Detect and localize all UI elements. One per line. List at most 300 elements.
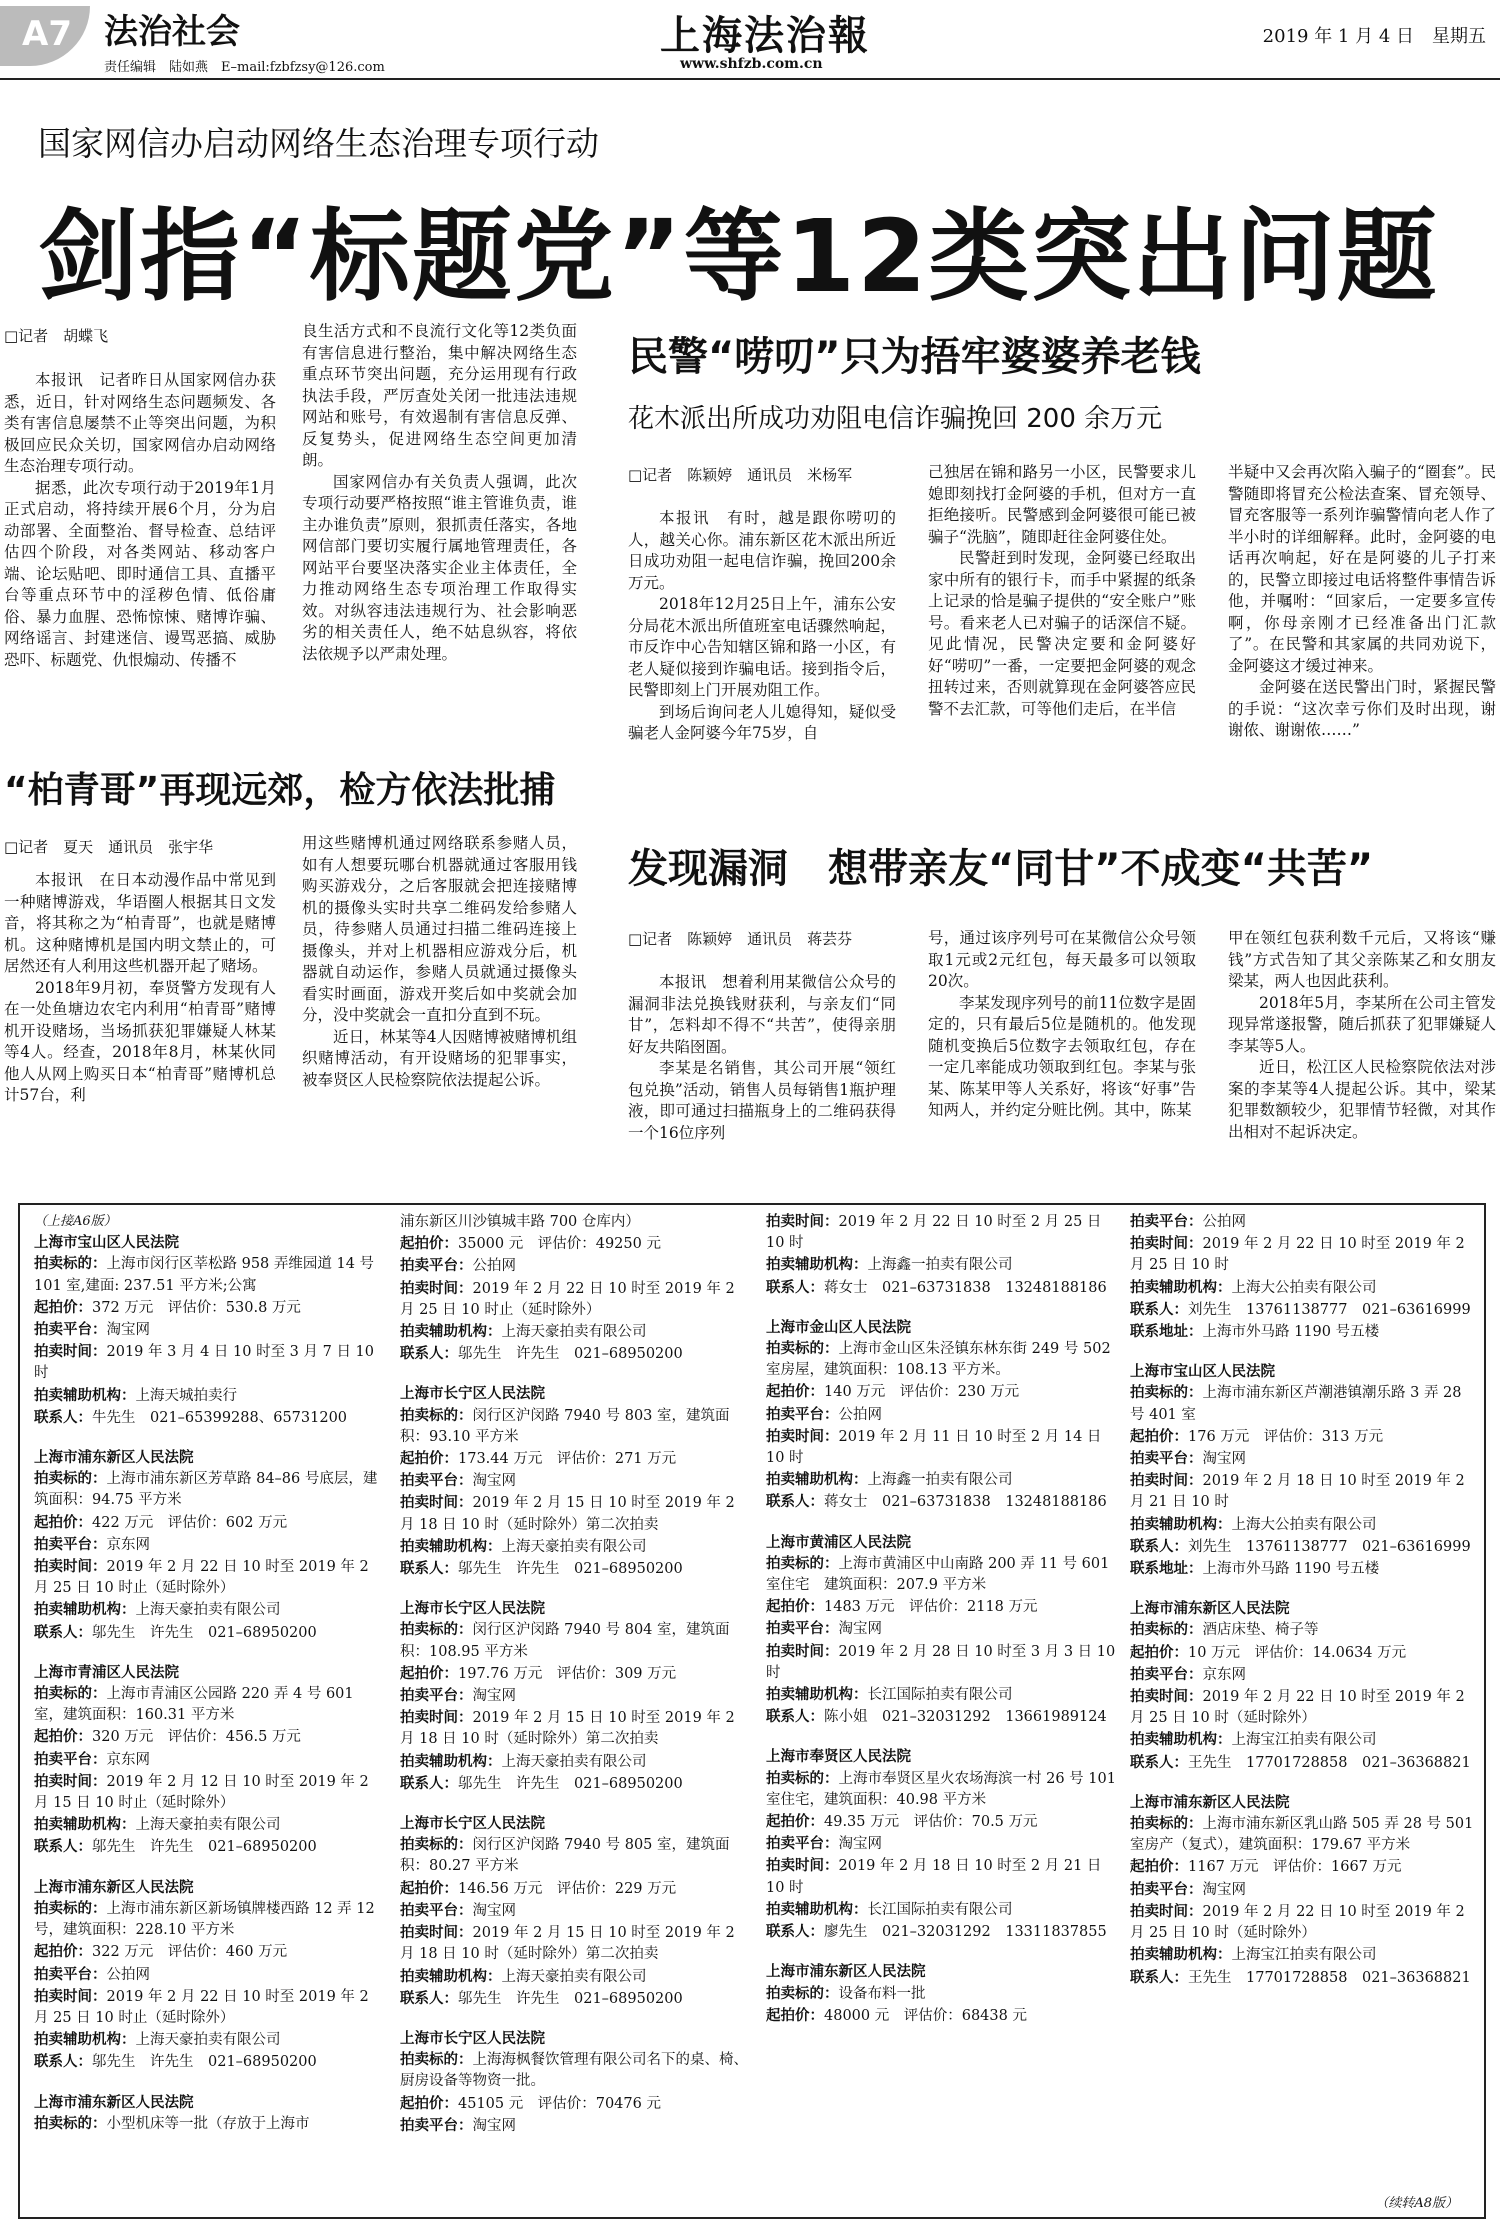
field-value: 王先生 17701728858 021–36368821: [1188, 1969, 1471, 1986]
auction-field: [34, 1512, 384, 1534]
field-value: 闵行区沪闵路 7940 号 804 室，建筑面积：108.95 平方米: [400, 1622, 730, 1660]
auction-field: [400, 1834, 750, 1877]
field-value: 2019 年 2 月 18 日 10 时至 2019 年 2 月 21 日 10 时: [1130, 1473, 1465, 1511]
field-value: 上海鑫一拍卖有限公司: [867, 1257, 1013, 1274]
auction-field: [34, 2113, 384, 2135]
paragraph: 己独居在锦和路另一小区，民警要求儿媳即刻找打金阿婆的手机，但对方一直拒绝接听。民警感到金阿婆很可能已被骗子“洗脑”，随即赶往金阿婆住处。: [928, 463, 1196, 546]
field-label: 起拍价：: [34, 1298, 92, 1316]
court-name: 上海市奉贤区人民法院: [766, 1748, 911, 1766]
field-label: 拍卖标的：: [1130, 1384, 1203, 1402]
field-value: 酒店床垫、椅子等: [1202, 1622, 1319, 1639]
court-name: 上海市长宁区人民法院: [400, 2029, 545, 2047]
auction-list: [400, 1211, 750, 2137]
auction-field: [766, 1684, 1116, 1706]
field-label: 拍卖平台：: [400, 2116, 473, 2134]
court-name: 上海市长宁区人民法院: [400, 1815, 545, 1833]
field-value: 廖先生 021–32031292 13311837855: [824, 1924, 1107, 1941]
court-name: 上海市宝山区人民法院: [34, 1234, 179, 1252]
auction-field: [400, 1448, 750, 1470]
field-value: 京东网: [1202, 1666, 1246, 1683]
field-value: 2019 年 2 月 22 日 10 时至 2019 年 2 月 25 日 10 时止（延时除外）: [400, 1280, 735, 1318]
field-label: 联系人：: [766, 1493, 824, 1511]
field-value: 146.56 万元 评估价：229 万元: [458, 1880, 677, 1897]
field-value: 35000 元 评估价：49250 元: [458, 1236, 661, 1253]
field-label: 拍卖标的：: [766, 1340, 839, 1358]
field-value: 上海天豪拍卖有限公司: [135, 1602, 281, 1619]
continued-from: （上接A6版）: [34, 1214, 117, 1229]
auction-field: [1130, 1277, 1480, 1299]
field-label: 起拍价：: [400, 1879, 458, 1897]
auction-field: [34, 1964, 384, 1986]
field-value: 2019 年 2 月 12 日 10 时至 2019 年 2 月 15 日 10 时止（延时除外）: [34, 1773, 369, 1812]
section-title: 法治社会: [104, 12, 240, 52]
auction-field: [1130, 1233, 1480, 1276]
field-value: 公拍网: [106, 1966, 150, 1983]
auction-notice: [400, 1383, 750, 1580]
field-value: 邬先生 许先生 021–68950200: [458, 1346, 683, 1363]
field-value: 372 万元 评估价：530.8 万元: [92, 1299, 301, 1316]
field-label: 拍卖时间：: [34, 1558, 107, 1576]
field-value: 闵行区沪闵路 7940 号 805 室，建筑面积：80.27 平方米: [400, 1837, 730, 1875]
field-label: 拍卖平台：: [400, 1901, 473, 1919]
field-value: 2019 年 2 月 28 日 10 时至 3 月 3 日 10 时: [766, 1643, 1116, 1681]
page-number-badge: A7: [0, 6, 90, 66]
field-value: 320 万元 评估价：456.5 万元: [92, 1729, 301, 1746]
auction-field: [34, 1385, 384, 1407]
field-label: 拍卖辅助机构：: [400, 1323, 502, 1341]
field-label: 联系人：: [34, 1623, 92, 1641]
field-label: 拍卖平台：: [1130, 1450, 1203, 1468]
police-column-1: [628, 508, 896, 790]
field-label: 拍卖标的：: [400, 1406, 473, 1424]
auction-notice: [34, 1232, 384, 1429]
auction-field: [400, 1211, 750, 1233]
field-label: 联系人：: [766, 1708, 824, 1726]
auction-field: [1130, 1211, 1480, 1233]
field-label: 拍卖平台：: [1130, 1213, 1203, 1230]
auction-field: [34, 1319, 384, 1341]
paragraph: 2018年5月，李某所在公司主管发现异常遂报警，随后抓获了犯罪嫌疑人李某等5人。: [1228, 993, 1496, 1055]
website-url: www.shfzb.com.cn: [680, 56, 823, 72]
masthead: [0, 0, 1500, 80]
field-label: 联系人：: [1130, 1968, 1188, 1986]
field-label: 拍卖标的：: [766, 1769, 839, 1787]
paragraph: 甲在领红包获利数千元后，又将该“赚钱”方式告知了其父亲陈某乙和女朋友梁某，两人也因此获利。: [1228, 929, 1496, 990]
field-value: 设备布料一批: [838, 1985, 926, 2002]
court-name: 上海市宝山区人民法院: [1130, 1363, 1275, 1381]
field-label: 拍卖平台：: [34, 1321, 107, 1339]
bqg-story-title: “柏青哥”再现远郊，检方依法批捕: [4, 770, 556, 811]
field-value: 上海天豪拍卖有限公司: [501, 1324, 647, 1341]
lead-column-2: [302, 321, 577, 741]
field-label: 拍卖标的：: [34, 1470, 107, 1488]
field-label: 起拍价：: [34, 1943, 92, 1961]
field-label: 拍卖平台：: [766, 1835, 839, 1853]
auction-field: [766, 1983, 1116, 2005]
field-label: 拍卖时间：: [400, 1494, 473, 1512]
paragraph: 国家网信办有关负责人强调，此次专项行动要严格按照“谁主管谁负责，谁主办谁负责”原则，狠抓责任落实，各地网信部门要切实履行属地管理责任，各网站平台要坚决落实企业主体责任，全力推动网络生态专项治理工作取得实效。对纵容违法违规行为、社会影响恶劣的相关责任人，绝不姑息纵容，将依法依规予以严肃处理。: [302, 472, 577, 663]
auction-field: [400, 1278, 750, 1321]
auction-field: [1130, 1382, 1480, 1425]
field-value: 长江国际拍卖有限公司: [867, 1901, 1013, 1918]
auction-field: [34, 2029, 384, 2051]
auction-notice: [766, 1317, 1116, 1514]
field-label: 拍卖时间：: [34, 1987, 107, 2005]
court-name: 上海市青浦区人民法院: [34, 1663, 179, 1681]
field-value: 蒋女士 021–63731838 13248188186: [824, 1279, 1107, 1296]
field-label: 联系人：: [400, 1345, 458, 1363]
field-label: 起拍价：: [400, 1664, 458, 1682]
field-label: 拍卖时间：: [766, 1857, 839, 1875]
auction-notice: [400, 2028, 750, 2137]
field-value: 上海市浦东新区芦潮港镇潮乐路 3 弄 28 号 401 室: [1130, 1385, 1462, 1423]
field-label: 拍卖标的：: [34, 2114, 107, 2132]
field-label: 起拍价：: [1130, 1858, 1188, 1876]
auction-field: [34, 1726, 384, 1748]
field-label: 拍卖时间：: [34, 1343, 107, 1361]
field-label: 拍卖标的：: [1130, 1621, 1203, 1639]
auction-field: [766, 1833, 1116, 1855]
auction-field: [1130, 1752, 1480, 1774]
field-label: 拍卖平台：: [400, 1257, 473, 1275]
field-label: 联系人：: [1130, 1537, 1188, 1555]
auction-field: [400, 1773, 750, 1795]
field-value: 173.44 万元 评估价：271 万元: [458, 1451, 677, 1468]
field-label: 拍卖辅助机构：: [766, 1256, 868, 1274]
field-label: 拍卖辅助机构：: [400, 1537, 502, 1555]
field-value: 322 万元 评估价：460 万元: [92, 1944, 288, 1961]
field-value: 上海市青浦区公园路 220 弄 4 号 601 室，建筑面积：160.31 平方米: [34, 1686, 354, 1724]
field-value: 上海市奉贤区星火农场海滨一村 26 号 101 室住宅，建筑面积：40.98 平方米: [766, 1770, 1116, 1808]
field-value: 49.35 万元 评估价：70.5 万元: [824, 1814, 1038, 1831]
field-value: 淘宝网: [1202, 1451, 1246, 1468]
auction-list: [766, 1211, 1116, 2027]
field-label: 拍卖平台：: [400, 1472, 473, 1490]
field-label: 拍卖平台：: [34, 1750, 107, 1768]
field-label: 起拍价：: [400, 1235, 458, 1253]
auction-field: [34, 1622, 384, 1644]
auction-field: [1130, 1536, 1480, 1558]
auction-field: [1130, 1901, 1480, 1944]
field-label: 拍卖平台：: [400, 1687, 473, 1705]
field-value: 上海天城拍卖行: [135, 1387, 237, 1404]
auction-field: [400, 1321, 750, 1343]
bqg-column-2: [302, 833, 577, 1190]
auction-field: [1130, 1813, 1480, 1856]
auction-field: [34, 1836, 384, 1858]
paragraph: 本报讯 在日本动漫作品中常见到一种赌博游戏，华语圈人根据其日文发音，将其称之为“柏青哥”，也就是赌博机。这种赌博机是国内明文禁止的，可居然还有人利用这些机器开起了赌场。: [4, 871, 276, 975]
court-name: 上海市黄浦区人民法院: [766, 1533, 911, 1551]
auction-notice: [1130, 1211, 1480, 1343]
auction-field: [1130, 1558, 1480, 1580]
field-value: 2019 年 2 月 15 日 10 时至 2019 年 2 月 18 日 10 时（延时除外）第二次拍卖: [400, 1710, 735, 1748]
field-label: 拍卖平台：: [34, 1965, 107, 1983]
field-value: 上海天豪拍卖有限公司: [501, 1753, 647, 1770]
court-name: 上海市浦东新区人民法院: [1130, 1793, 1290, 1811]
auction-field: [400, 2049, 750, 2092]
auction-notice: [34, 1877, 384, 2074]
auction-field: [766, 1381, 1116, 1403]
fraud-column-2: [928, 928, 1196, 1192]
field-label: 起拍价：: [766, 2006, 824, 2024]
field-value: 浦东新区川沙镇城丰路 700 仓库内）: [400, 1214, 640, 1230]
field-label: 联系人：: [34, 1408, 92, 1426]
field-value: 140 万元 评估价：230 万元: [824, 1384, 1020, 1401]
field-value: 2019 年 3 月 4 日 10 时至 3 月 7 日 10 时: [34, 1344, 375, 1382]
auction-column-4: [1130, 1211, 1480, 2181]
auction-notice: [400, 1598, 750, 1795]
auction-notice: [400, 1813, 750, 2010]
field-label: 拍卖辅助机构：: [400, 1752, 502, 1770]
field-value: 2019 年 2 月 18 日 10 时至 2 月 21 日 10 时: [766, 1858, 1102, 1896]
paragraph: 民警赶到时发现，金阿婆已经取出家中所有的银行卡，而手中紧握的纸条上记录的恰是骗子提供的“安全账户”账号。看来老人已对骗子的话深信不疑。见此情况，民警决定要和金阿婆好好“唠叨”一番，一定要把金阿婆的观念扭转过来，否则就算现在金阿婆答应民警不去汇款，可等他们走后，在半信: [928, 549, 1196, 718]
field-label: 拍卖标的：: [766, 1984, 839, 2002]
lead-byline: □记者 胡蝶飞: [4, 327, 109, 345]
field-label: 拍卖标的：: [34, 1255, 107, 1273]
field-value: 45105 元 评估价：70476 元: [458, 2095, 661, 2112]
auction-notice: [766, 1532, 1116, 1729]
field-value: 淘宝网: [472, 1473, 516, 1490]
paragraph: 本报讯 记者昨日从国家网信办获悉，近日，针对网络生态问题频发、各类有害信息屡禁不止等突出问题，为积极回应民众关切，国家网信办启动网络生态治理专项行动。: [4, 371, 276, 475]
field-value: 上海大公拍卖有限公司: [1231, 1279, 1377, 1296]
auction-field: [400, 1900, 750, 1922]
field-value: 邬先生 许先生 021–68950200: [458, 1561, 683, 1578]
field-value: 上海大公拍卖有限公司: [1231, 1516, 1377, 1533]
auction-column-1: [34, 1211, 384, 2207]
auction-field: [766, 1404, 1116, 1426]
auction-field: [34, 1941, 384, 1963]
auction-field: [34, 1407, 384, 1429]
fraud-column-3: [1228, 928, 1496, 1192]
field-value: 长江国际拍卖有限公司: [867, 1687, 1013, 1704]
court-name: 上海市浦东新区人民法院: [766, 1963, 926, 1981]
auction-field: [400, 1343, 750, 1365]
court-name: 上海市长宁区人民法院: [400, 1600, 545, 1618]
auction-notice: [1130, 1361, 1480, 1580]
field-label: 拍卖辅助机构：: [1130, 1946, 1232, 1964]
field-value: 上海天豪拍卖有限公司: [501, 1968, 647, 1985]
field-value: 公拍网: [472, 1258, 516, 1275]
field-label: 拍卖标的：: [400, 1836, 473, 1854]
field-label: 起拍价：: [1130, 1643, 1188, 1661]
field-label: 拍卖时间：: [1130, 1902, 1203, 1920]
auction-field: [766, 1277, 1116, 1299]
auction-notice: [34, 2092, 384, 2135]
paragraph: 2018年12月25日上午，浦东公安分局花木派出所值班室电话骤然响起，市反诈中心告知辖区锦和路一小区，有老人疑似接到诈骗电话。接到指令后，民警即刻上门开展劝阻工作。: [628, 595, 896, 699]
paragraph: 到场后询问老人儿媳得知，疑似受骗老人金阿婆今年75岁，自: [628, 702, 896, 742]
auction-field: [766, 1211, 1116, 1254]
paragraph: 金阿婆在送民警出门时，紧握民警的手说：“这次幸亏你们及时出现，谢谢侬、谢谢侬……”: [1228, 678, 1496, 739]
field-value: 上海市浦东新区新场镇牌楼西路 12 弄 12 号，建筑面积：228.10 平方米: [34, 1900, 375, 1939]
field-value: 蒋女士 021–63731838 13248188186: [824, 1494, 1107, 1511]
police-column-3: [1228, 462, 1496, 790]
auction-field: [1130, 1299, 1480, 1321]
field-label: 起拍价：: [34, 1728, 92, 1746]
auction-field: [34, 1814, 384, 1836]
court-name: 上海市浦东新区人民法院: [34, 2093, 194, 2111]
paragraph: 本报讯 有时，越是跟你唠叨的人，越关心你。浦东新区花木派出所近日成功劝阻一起电信诈骗，挽回200余万元。: [628, 509, 896, 592]
field-value: 197.76 万元 评估价：309 万元: [458, 1665, 677, 1682]
field-value: 淘宝网: [838, 1836, 882, 1853]
field-label: 联系人：: [1130, 1300, 1188, 1318]
auction-column-3: [766, 1211, 1116, 2207]
auction-field: [1130, 1642, 1480, 1664]
lead-column-1: [4, 370, 276, 740]
auction-field: [766, 2005, 1116, 2027]
field-label: 拍卖辅助机构：: [400, 1967, 502, 1985]
auction-field: [1130, 1321, 1480, 1343]
lead-headline: 剑指“标题党”等12类突出问题: [38, 198, 1439, 315]
paragraph: 用这些赌博机通过网络联系参赌人员，如有人想要玩哪台机器就通过客服用钱购买游戏分，之后客服就会把连接赌博机的摄像头实时共享二维码发给参赌人员，待参赌人员通过扫描二维码连接上摄像头，并对上机器相应游戏分后，机器就自动运作，参赌人员就通过摄像头看实时画面，游戏开奖后如中奖就会加分，没中奖就会一直扣分直到不玩。: [302, 834, 577, 1024]
paragraph: 近日，松江区人民检察院依法对涉案的李某等4人提起公诉。其中，梁某犯罪数额较少，犯罪情节轻微，对其作出相对不起诉决定。: [1228, 1058, 1496, 1141]
auction-field: [766, 1553, 1116, 1596]
field-value: 陈小姐 021–32031292 13661989124: [824, 1709, 1107, 1726]
field-label: 起拍价：: [766, 1813, 824, 1831]
auction-field: [766, 1899, 1116, 1921]
auction-field: [400, 1470, 750, 1492]
field-label: 联系人：: [400, 1560, 458, 1578]
auction-field: [766, 1596, 1116, 1618]
auction-notice: [1130, 1792, 1480, 1989]
field-value: 淘宝网: [838, 1621, 882, 1638]
field-value: 淘宝网: [1202, 1881, 1246, 1898]
auction-field: [34, 1556, 384, 1599]
auction-field: [400, 1619, 750, 1662]
auction-field: [34, 1599, 384, 1621]
field-value: 公拍网: [1202, 1214, 1246, 1230]
auction-field: [1130, 1448, 1480, 1470]
field-label: 联系人：: [400, 1774, 458, 1792]
field-value: 邬先生 许先生 021–68950200: [458, 1990, 683, 2007]
fraud-story-title: 发现漏洞 想带亲友“同甘”不成变“共苦”: [628, 846, 1374, 892]
field-label: 拍卖时间：: [34, 1772, 107, 1790]
auction-column-2: [400, 1211, 750, 2207]
auction-notice: [766, 1746, 1116, 1943]
auction-field: [34, 1341, 384, 1384]
field-label: 拍卖时间：: [400, 1709, 473, 1727]
field-label: 起拍价：: [400, 1450, 458, 1468]
auction-field: [400, 1233, 750, 1255]
paragraph: 本报讯 想着利用某微信公众号的漏洞非法兑换钱财获利，与亲友们“同甘”，怎料却不得不“共苦”，使得亲朋好友共陷囹圄。: [628, 973, 896, 1056]
police-column-2: [928, 462, 1196, 790]
field-value: 淘宝网: [472, 2117, 516, 2134]
issue-date: 2019 年 1 月 4 日 星期五: [1262, 26, 1486, 47]
field-value: 422 万元 评估价：602 万元: [92, 1514, 288, 1531]
field-value: 2019 年 2 月 15 日 10 时至 2019 年 2 月 18 日 10 时（延时除外）第二次拍卖: [400, 1925, 735, 1963]
field-value: 上海市浦东新区乳山路 505 弄 28 号 501 室房产（复式），建筑面积：179.67 平方米: [1130, 1816, 1474, 1854]
field-label: 拍卖平台：: [1130, 1880, 1203, 1898]
field-label: 联系地址：: [1130, 1323, 1203, 1341]
field-value: 上海鑫一拍卖有限公司: [867, 1472, 1013, 1489]
auction-field: [400, 1558, 750, 1580]
field-value: 淘宝网: [472, 1902, 516, 1919]
bqg-story-byline: □记者 夏天 通讯员 张宇华: [4, 838, 214, 856]
field-value: 淘宝网: [472, 1688, 516, 1705]
field-label: 拍卖辅助机构：: [34, 1601, 136, 1619]
field-value: 1483 万元 评估价：2118 万元: [824, 1599, 1038, 1616]
auction-field: [400, 1536, 750, 1558]
field-label: 联系人：: [34, 1838, 92, 1856]
field-label: 拍卖辅助机构：: [34, 2031, 136, 2049]
field-value: 王先生 17701728858 021–36368821: [1188, 1754, 1471, 1771]
police-story-title: 民警“唠叨”只为捂牢婆婆养老钱: [628, 334, 1201, 380]
field-label: 拍卖平台：: [766, 1620, 839, 1638]
auction-notices-box: [18, 1203, 1486, 2219]
editor-line: 责任编辑 陆如燕 E–mail:fzbfzsy@126.com: [104, 60, 385, 75]
auction-field: [34, 1683, 384, 1726]
paragraph: 号，通过该序列号可在某微信公众号领取1元或2元红包，每天最多可以领取20次。: [928, 929, 1196, 990]
auction-list: [1130, 1211, 1480, 1989]
field-label: 拍卖时间：: [1130, 1235, 1203, 1253]
field-label: 拍卖辅助机构：: [34, 1816, 136, 1834]
field-label: 拍卖标的：: [400, 2051, 473, 2069]
auction-field: [400, 1751, 750, 1773]
auction-notice: [766, 1961, 1116, 2027]
field-label: 起拍价：: [766, 1598, 824, 1616]
field-label: 拍卖时间：: [1130, 1688, 1203, 1706]
court-name: 上海市浦东新区人民法院: [1130, 1600, 1290, 1618]
field-label: 联系地址：: [1130, 1560, 1203, 1578]
auction-field: [766, 1768, 1116, 1811]
auction-field: [400, 1988, 750, 2010]
auction-field: [766, 1618, 1116, 1640]
auction-field: [766, 1921, 1116, 1943]
field-value: 上海天豪拍卖有限公司: [135, 2032, 281, 2049]
field-value: 上海市金山区朱泾镇东林东街 249 号 502 室房屋，建筑面积：108.13 平方米。: [766, 1341, 1111, 1379]
field-label: 拍卖辅助机构：: [1130, 1731, 1232, 1749]
field-value: 上海宝江拍卖有限公司: [1231, 1732, 1377, 1749]
field-label: 拍卖辅助机构：: [1130, 1515, 1232, 1533]
auction-field: [34, 2051, 384, 2073]
field-value: 邬先生 许先生 021–68950200: [92, 1624, 317, 1641]
auction-field: [766, 1426, 1116, 1469]
field-value: 邬先生 许先生 021–68950200: [458, 1775, 683, 1792]
field-value: 上海天豪拍卖有限公司: [501, 1538, 647, 1555]
auction-field: [766, 1491, 1116, 1513]
auction-notice: [400, 1211, 750, 1365]
field-label: 拍卖平台：: [1130, 1665, 1203, 1683]
auction-field: [1130, 1856, 1480, 1878]
auction-field: [34, 1253, 384, 1296]
auction-field: [400, 1685, 750, 1707]
auction-field: [34, 1297, 384, 1319]
field-value: 2019 年 2 月 22 日 10 时至 2019 年 2 月 25 日 10 时止（延时除外）: [34, 1988, 369, 2026]
auction-notice: [766, 1211, 1116, 1299]
field-value: 2019 年 2 月 11 日 10 时至 2 月 14 日 10 时: [766, 1428, 1102, 1467]
auction-field: [766, 1855, 1116, 1898]
auction-field: [766, 1338, 1116, 1381]
paragraph: 李某发现序列号的前11位数字是固定的，只有最后5位是随机的。他发现随机变换后5位数字去领取红包，存在一定几率能成功领取到红包。李某与张某、陈某甲等人关系好，将该“好事”告知两人，并约定分赃比例。其中，陈某: [928, 993, 1196, 1119]
court-name: 上海市浦东新区人民法院: [34, 1449, 194, 1467]
field-value: 176 万元 评估价：313 万元: [1188, 1428, 1384, 1445]
field-value: 上海宝江拍卖有限公司: [1231, 1947, 1377, 1964]
auction-field: [766, 1706, 1116, 1728]
field-label: 拍卖平台：: [34, 1535, 107, 1553]
field-label: 拍卖辅助机构：: [766, 1471, 868, 1489]
paragraph: 据悉，此次专项行动于2019年1月正式启动，将持续开展6个月，分为启动部署、全面整治、督导检查、总结评估四个阶段，对各类网站、移动客户端、论坛贴吧、即时通信工具、直播平台等重点环节中的淫秽色情、低俗庸俗、暴力血腥、恐怖惊悚、赌博诈骗、网络谣言、封建迷信、谩骂恶搞、威胁恐吓、标题党、仇恨煽动、传播不: [4, 478, 276, 669]
field-value: 淘宝网: [106, 1322, 150, 1339]
field-label: 拍卖标的：: [766, 1554, 839, 1572]
auction-field: [34, 1986, 384, 2029]
field-value: 刘先生 13761138777 021–63616999: [1188, 1301, 1471, 1318]
field-value: 闵行区沪闵路 7940 号 803 室，建筑面积：93.10 平方米: [400, 1407, 730, 1445]
field-label: 起拍价：: [1130, 1427, 1188, 1445]
auction-field: [1130, 1619, 1480, 1641]
field-value: 2019 年 2 月 22 日 10 时至 2019 年 2 月 25 日 10 时止（延时除外）: [34, 1559, 369, 1597]
field-value: 邬先生 许先生 021–68950200: [92, 2054, 317, 2071]
auction-notice: [34, 1447, 384, 1644]
field-value: 上海天豪拍卖有限公司: [135, 1817, 281, 1834]
